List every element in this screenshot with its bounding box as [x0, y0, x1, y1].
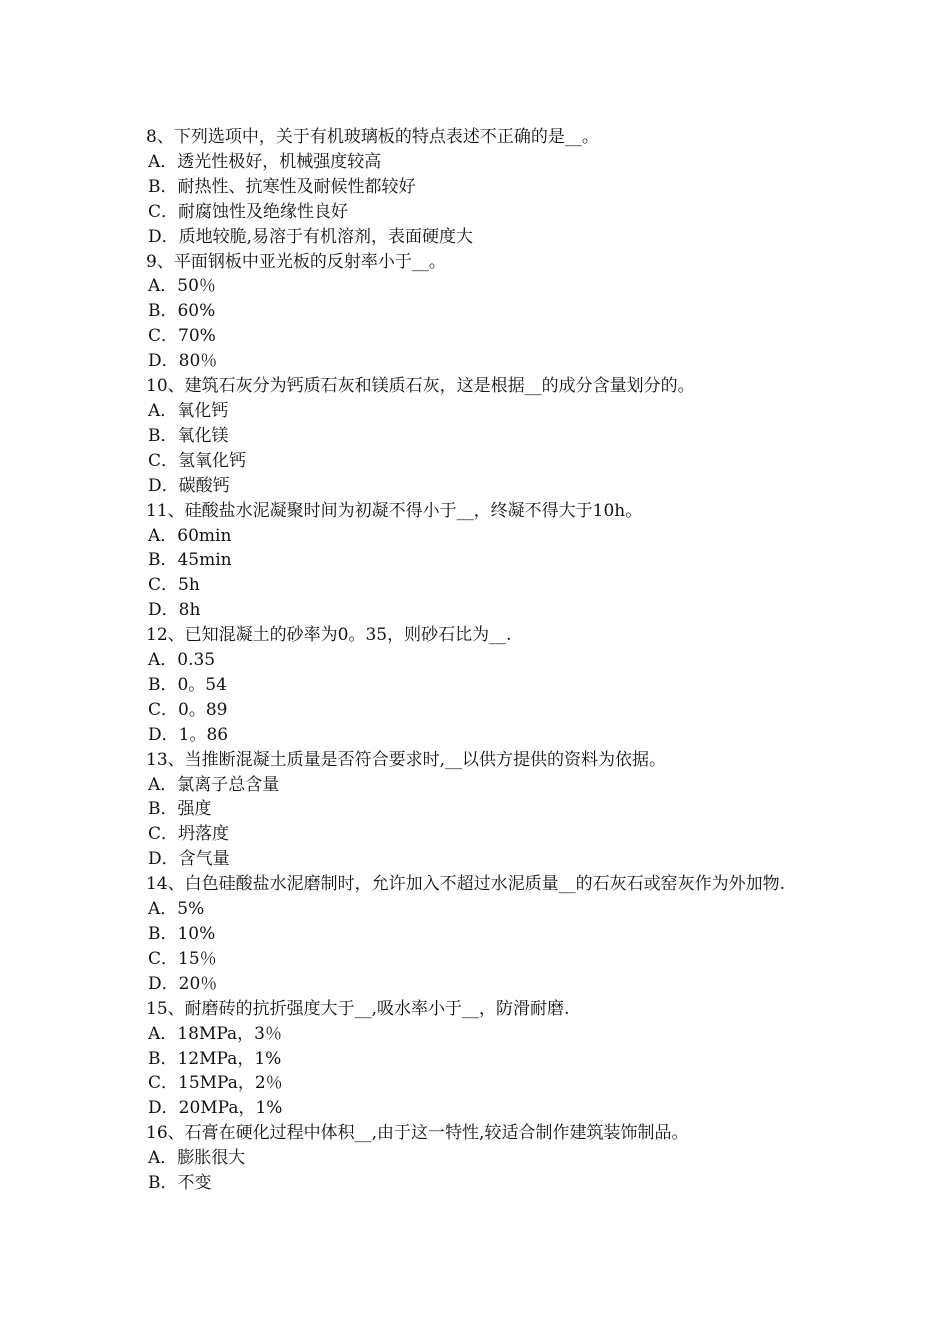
option-d: D．碳酸钙 — [148, 475, 230, 496]
question-15 — [146, 997, 816, 1122]
option-b: B．强度 — [148, 799, 212, 820]
option-d: D．8h — [148, 600, 201, 621]
option-b: B．耐热性、抗寒性及耐候性都较好 — [148, 176, 416, 197]
option-a: A．氯离子总含量 — [148, 774, 280, 795]
option-a: A．18MPa，3％ — [148, 1023, 282, 1044]
option-a: A．5% — [148, 899, 205, 920]
option-a: A．氧化钙 — [148, 400, 229, 421]
option-d: D．80％ — [148, 351, 218, 372]
option-b: B．45min — [148, 550, 232, 571]
option-b: B．0。54 — [148, 674, 227, 695]
option-a: A．50％ — [148, 276, 216, 297]
option-c: C．15％ — [148, 948, 217, 969]
option-a: A．膨胀很大 — [148, 1148, 246, 1169]
document-page — [146, 125, 816, 1196]
option-c: C．耐腐蚀性及绝缘性良好 — [148, 201, 349, 222]
option-c: C．15MPa，2％ — [148, 1073, 283, 1094]
question-text: 15、耐磨砖的抗折强度大于__,吸水率小于__，防滑耐磨. — [146, 998, 570, 1019]
option-c: C．0。89 — [148, 699, 228, 720]
question-13 — [146, 748, 816, 873]
option-b: B．氧化镁 — [148, 425, 229, 446]
question-text: 12、已知混凝土的砂率为0。35，则砂石比为__. — [146, 625, 512, 646]
question-text: 11、硅酸盐水泥凝聚时间为初凝不得小于__，终凝不得大于10h。 — [146, 500, 643, 521]
option-c: C．坍落度 — [148, 824, 230, 845]
option-a: A．60min — [148, 525, 232, 546]
question-9 — [146, 250, 816, 375]
option-b: B．12MPa，1% — [148, 1048, 282, 1069]
option-d: D．20MPa，1% — [148, 1098, 283, 1119]
question-11 — [146, 499, 816, 624]
option-d: D．含气量 — [148, 849, 230, 870]
option-d: D．1。86 — [148, 724, 229, 745]
question-text: 14、白色硅酸盐水泥磨制时，允许加入不超过水泥质量__的石灰石或窑灰作为外加物. — [146, 874, 786, 895]
option-b: B．10% — [148, 924, 216, 944]
question-text: 10、建筑石灰分为钙质石灰和镁质石灰，这是根据__的成分含量划分的。 — [146, 376, 695, 397]
question-16 — [146, 1121, 816, 1196]
option-c: C．氢氧化钙 — [148, 450, 247, 471]
option-a: A．0.35 — [148, 650, 216, 671]
question-text: 8、下列选项中，关于有机玻璃板的特点表述不正确的是__。 — [146, 127, 599, 147]
option-c: C．5h — [148, 575, 200, 596]
option-b: B．60% — [148, 301, 216, 322]
question-text: 9、平面钢板中亚光板的反射率小于__。 — [146, 251, 446, 272]
question-text: 16、石膏在硬化过程中体积__,由于这一特性,较适合制作建筑装饰制品。 — [146, 1123, 689, 1144]
question-14 — [146, 872, 816, 997]
option-b: B．不变 — [148, 1173, 212, 1194]
question-8 — [146, 125, 816, 250]
option-a: A．透光性极好，机械强度较高 — [148, 151, 382, 172]
question-12 — [146, 623, 816, 748]
option-d: D．20％ — [148, 973, 218, 994]
option-d: D．质地较脆,易溶于有机溶剂，表面硬度大 — [148, 226, 474, 247]
option-c: C．70% — [148, 326, 216, 347]
question-text: 13、当推断混凝土质量是否符合要求时,__以供方提供的资料为依据。 — [146, 749, 667, 770]
question-10 — [146, 374, 816, 499]
